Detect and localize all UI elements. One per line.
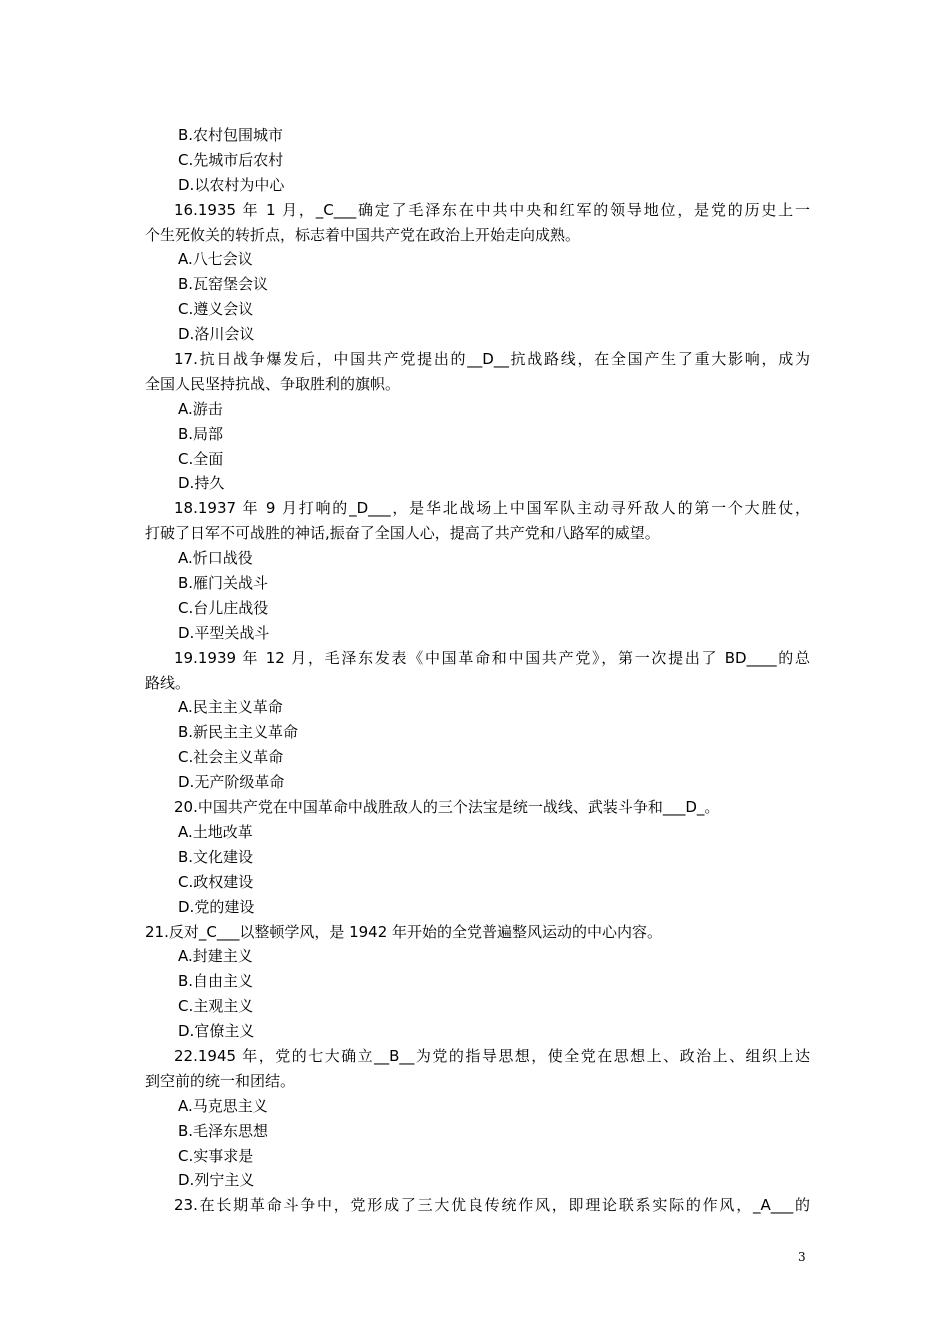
question-text: 16.1935 年 1 月，_C___确定了毛泽东在中共中央和红军的领导地位，是党的历史上一 bbox=[174, 200, 810, 219]
answer-option: A.游击 bbox=[178, 399, 223, 418]
answer-option: D.党的建设 bbox=[178, 897, 255, 916]
answer-option: A.马克思主义 bbox=[178, 1096, 268, 1115]
answer-option: D.无产阶级革命 bbox=[178, 773, 285, 792]
question-text-continued: 全国人民坚持抗战、争取胜利的旗帜。 bbox=[145, 374, 401, 393]
answer-option: B.毛泽东思想 bbox=[178, 1121, 269, 1140]
answer-option: B.自由主义 bbox=[178, 972, 254, 991]
answer-option: D.列宁主义 bbox=[178, 1171, 255, 1190]
document-body bbox=[145, 123, 810, 1218]
answer-option: B.雁门关战斗 bbox=[178, 574, 269, 593]
answer-option: A.民主主义革命 bbox=[178, 698, 283, 717]
question-text-continued: 路线。 bbox=[145, 673, 191, 692]
page-number: 3 bbox=[798, 1250, 806, 1264]
answer-option: B.瓦窑堡会议 bbox=[178, 275, 269, 294]
answer-option: A.封建主义 bbox=[178, 947, 253, 966]
question-text-continued: 个生死攸关的转折点，标志着中国共产党在政治上开始走向成熟。 bbox=[145, 225, 581, 244]
answer-option: C.主观主义 bbox=[178, 997, 254, 1016]
question-text-continued: 打破了日军不可战胜的神话,振奋了全国人心，提高了共产党和八路军的威望。 bbox=[145, 524, 660, 543]
answer-option: D.洛川会议 bbox=[178, 325, 255, 344]
answer-option: C.实事求是 bbox=[178, 1146, 254, 1165]
answer-option: C.遵义会议 bbox=[178, 300, 254, 319]
question-text: 20.中国共产党在中国革命中战胜敌人的三个法宝是统一战线、武装斗争和___D_。 bbox=[174, 798, 720, 817]
answer-option: C.先城市后农村 bbox=[178, 150, 284, 169]
question-text: 23.在长期革命斗争中，党形成了三大优良传统作风，即理论联系实际的作风，_A___的 bbox=[174, 1196, 810, 1215]
answer-option: A.八七会议 bbox=[178, 250, 253, 269]
answer-option: B.文化建设 bbox=[178, 847, 254, 866]
question-text: 22.1945 年，党的七大确立__B__为党的指导思想，使全党在思想上、政治上、组织上达 bbox=[174, 1046, 810, 1065]
question-text: 21.反对_C___以整顿学风，是 1942 年开始的全党普遍整风运动的中心内容。 bbox=[145, 922, 663, 941]
question-text-continued: 到空前的统一和团结。 bbox=[145, 1071, 296, 1090]
answer-option: C.社会主义革命 bbox=[178, 748, 284, 767]
answer-option: C.全面 bbox=[178, 449, 224, 468]
answer-option: C.台儿庄战役 bbox=[178, 598, 269, 617]
question-text: 17.抗日战争爆发后，中国共产党提出的__D__抗战路线，在全国产生了重大影响，成为 bbox=[174, 350, 810, 369]
answer-option: D.官僚主义 bbox=[178, 1022, 255, 1041]
answer-option: B.局部 bbox=[178, 424, 224, 443]
answer-option: A.土地改革 bbox=[178, 822, 253, 841]
question-text: 18.1937 年 9 月打响的_D___，是华北战场上中国军队主动寻歼敌人的第一个大胜仗， bbox=[174, 499, 810, 518]
answer-option: A.忻口战役 bbox=[178, 549, 253, 568]
answer-option: B.新民主主义革命 bbox=[178, 723, 299, 742]
answer-option: D.持久 bbox=[178, 474, 225, 493]
answer-option: B.农村包围城市 bbox=[178, 126, 284, 144]
answer-option: C.政权建设 bbox=[178, 872, 254, 891]
answer-option: D.平型关战斗 bbox=[178, 623, 270, 642]
question-text: 19.1939 年 12 月，毛泽东发表《中国革命和中国共产党》，第一次提出了 BD____的总 bbox=[174, 648, 810, 667]
answer-option: D.以农村为中心 bbox=[178, 175, 285, 194]
